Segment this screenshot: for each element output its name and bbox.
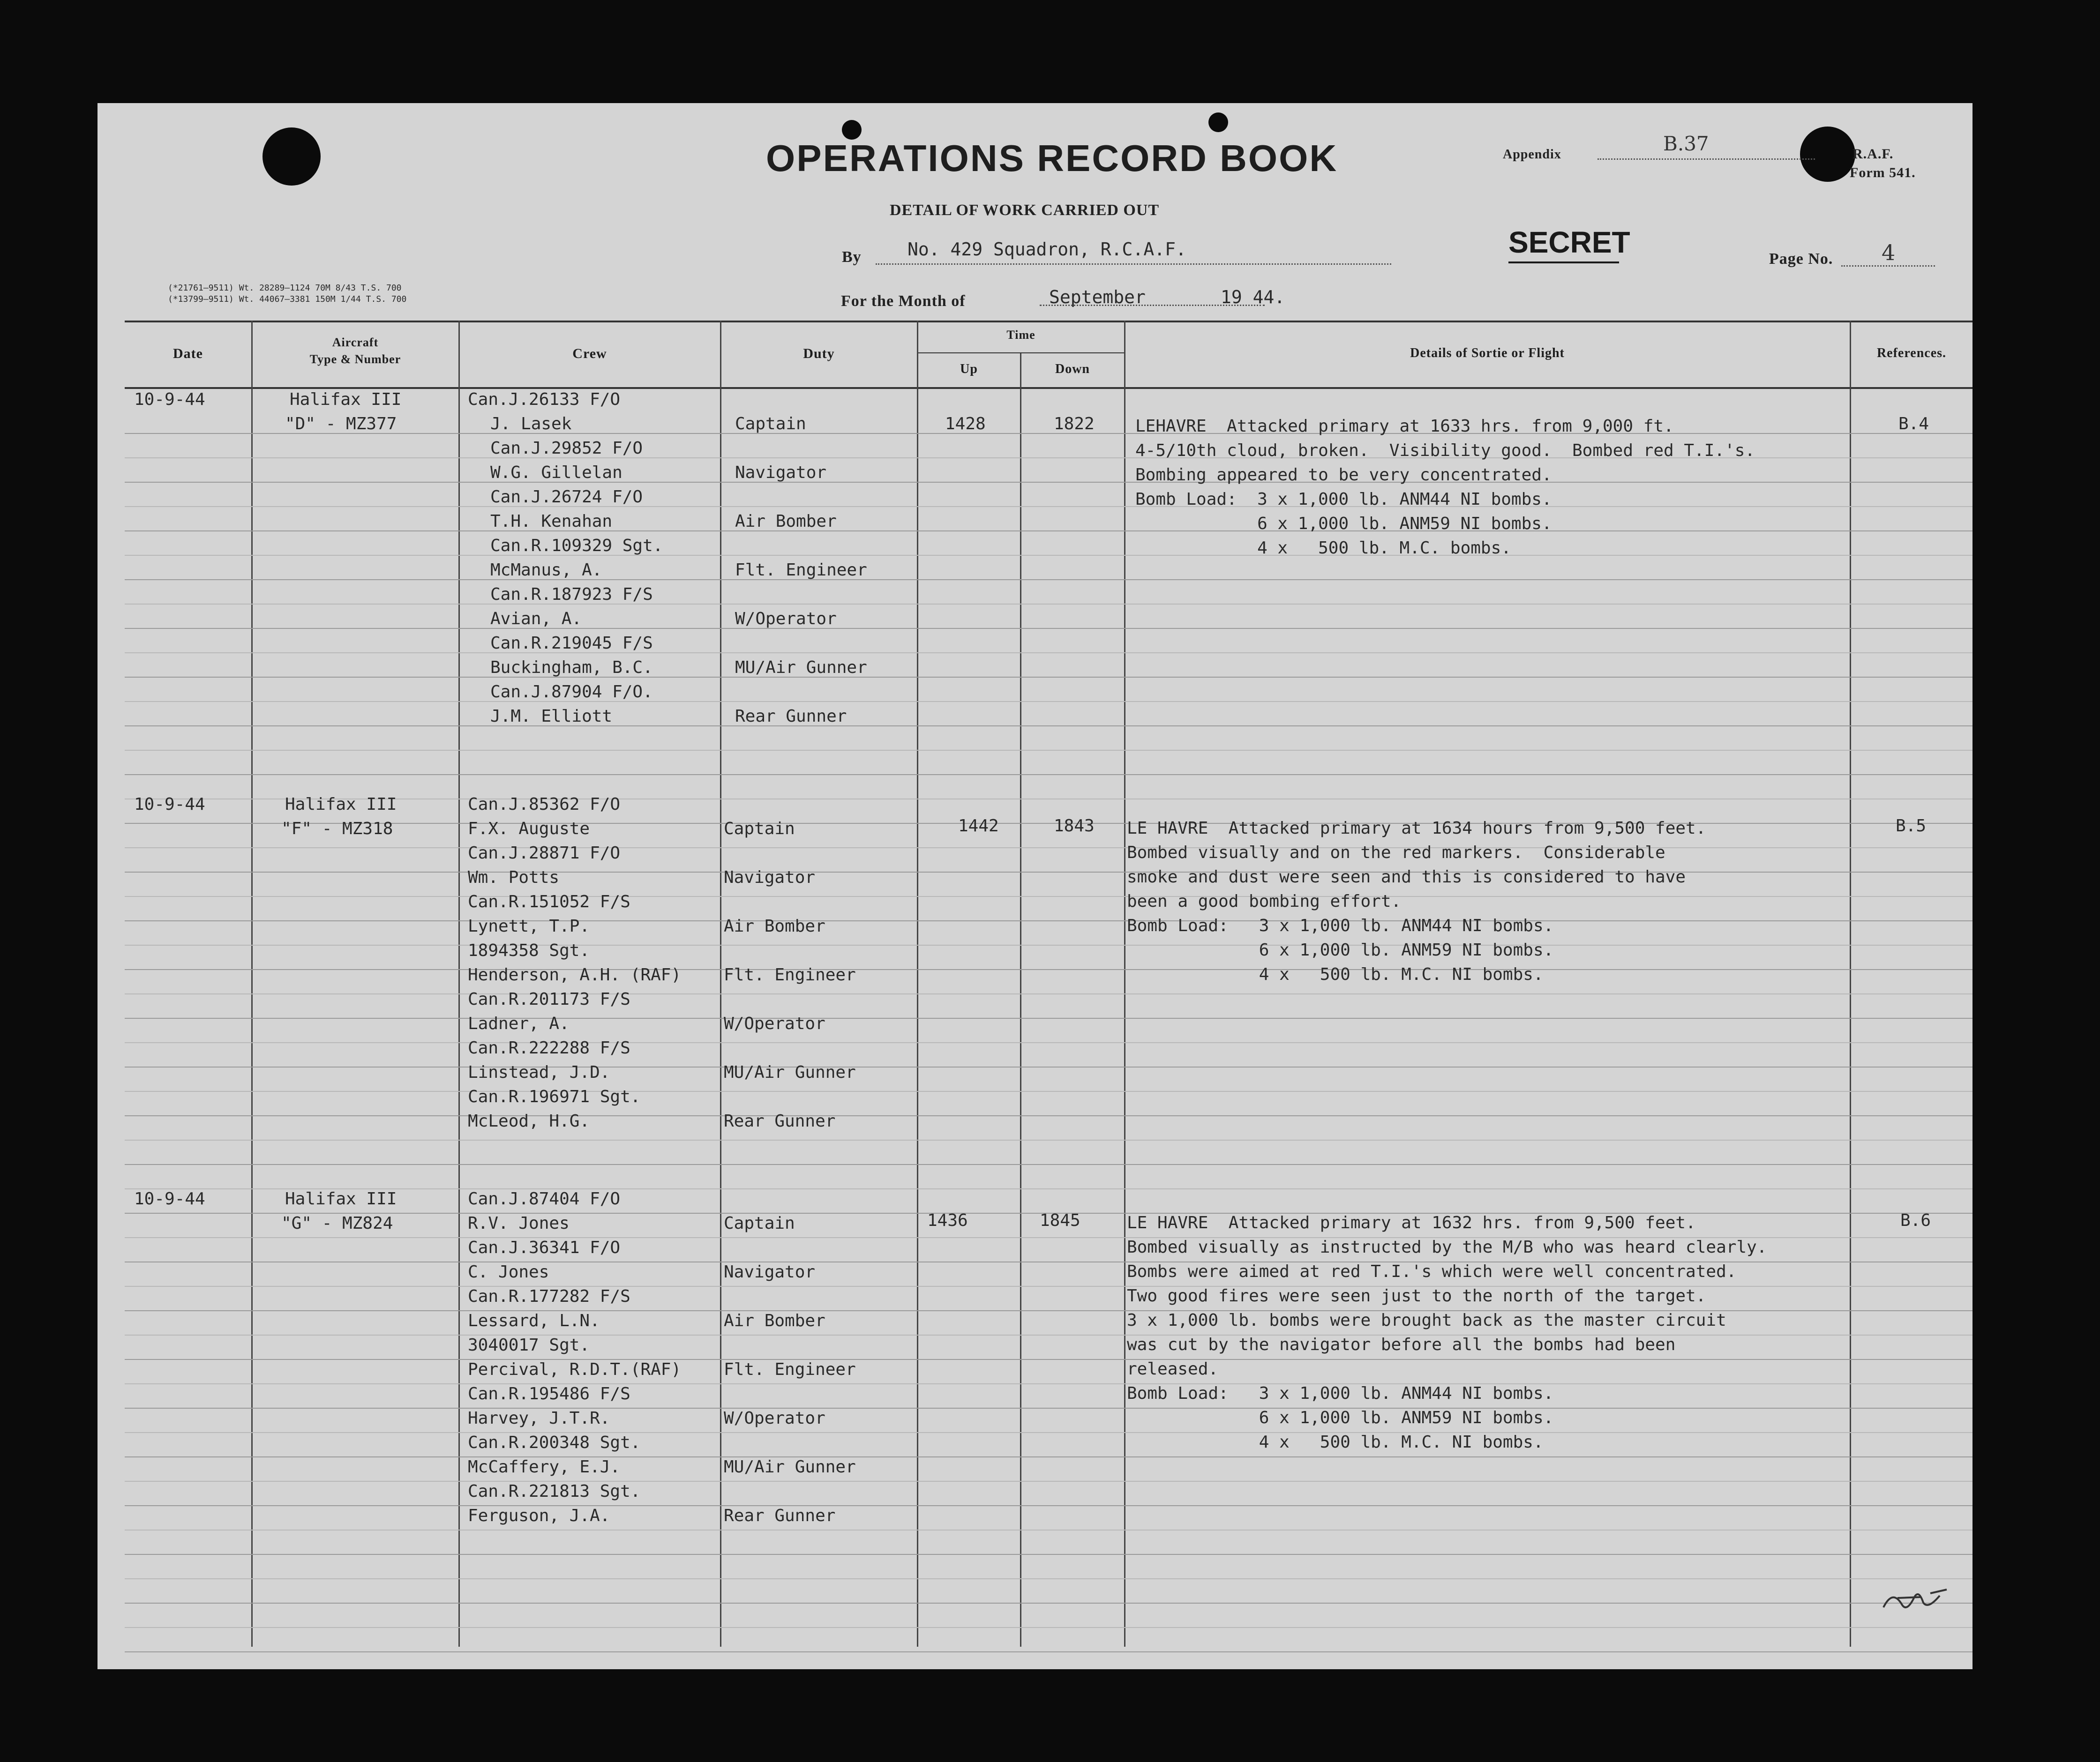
crew-line: Avian, A. xyxy=(490,609,582,628)
time-up: 1436 xyxy=(927,1211,968,1230)
ruled-line xyxy=(125,579,1972,580)
crew-line: Can.R.222288 F/S xyxy=(468,1038,630,1058)
time-down: 1845 xyxy=(1040,1211,1080,1230)
ruled-line xyxy=(125,1115,1972,1116)
crew-line: Lessard, L.N. xyxy=(468,1311,600,1330)
raf-label: R.A.F. xyxy=(1852,146,1894,162)
detail-line: 4 x 500 lb. M.C. NI bombs. xyxy=(1127,965,1544,984)
ruled-line xyxy=(125,1627,1972,1628)
ruled-line xyxy=(125,1091,1972,1092)
secret-stamp: SECRET xyxy=(1508,225,1630,259)
month-value: September xyxy=(1049,287,1146,307)
ruled-line xyxy=(125,1554,1972,1555)
crew-line: J. Lasek xyxy=(490,414,572,433)
duty-label: Air Bomber xyxy=(735,512,837,531)
by-label: By xyxy=(842,248,862,266)
col-divider-details xyxy=(1850,321,1851,1647)
crew-line: Lynett, T.P. xyxy=(468,917,590,936)
col-header-references: References. xyxy=(1876,346,1947,360)
crew-line: T.H. Kenahan xyxy=(490,512,613,531)
aircraft-number: "D" - MZ377 xyxy=(285,414,397,433)
ruled-line xyxy=(125,555,1972,556)
detail-line: LE HAVRE Attacked primary at 1632 hrs. from 9,500 feet. xyxy=(1127,1213,1696,1232)
crew-line: McLeod, H.G. xyxy=(468,1112,590,1131)
time-up: 1442 xyxy=(958,816,999,836)
ruled-line xyxy=(125,920,1972,921)
month-fill-line xyxy=(1040,304,1265,306)
detail-line: 3 x 1,000 lb. bombs were brought back as the master circuit xyxy=(1127,1311,1726,1330)
detail-line: 6 x 1,000 lb. ANM59 NI bombs. xyxy=(1127,941,1554,960)
reference-code: B.4 xyxy=(1898,414,1929,433)
ruled-line xyxy=(125,1067,1972,1068)
detail-line: was cut by the navigator before all the bombs had been xyxy=(1127,1335,1676,1354)
ruled-line xyxy=(125,969,1972,970)
crew-line: Can.R.196971 Sgt. xyxy=(468,1087,641,1106)
ruled-line xyxy=(125,1359,1972,1360)
col-divider-crew xyxy=(720,321,721,1647)
detail-line: been a good bombing effort. xyxy=(1127,892,1402,911)
duty-label: Flt. Engineer xyxy=(724,1360,856,1379)
duty-label: Captain xyxy=(724,1214,795,1233)
appendix-label: Appendix xyxy=(1503,147,1561,162)
by-fill-line xyxy=(876,262,1391,265)
ruled-line xyxy=(125,628,1972,629)
detail-line: Bombed visually and on the red markers. Considerable xyxy=(1127,843,1665,862)
crew-line: Can.J.85362 F/O xyxy=(468,795,621,814)
ruled-line xyxy=(125,530,1972,531)
crew-line: Can.R.177282 F/S xyxy=(468,1287,630,1306)
aircraft-number: "F" - MZ318 xyxy=(281,819,393,838)
sortie-date: 10-9-44 xyxy=(134,795,205,814)
ruled-line xyxy=(125,1408,1972,1409)
duty-label: W/Operator xyxy=(724,1014,825,1033)
ruled-line xyxy=(125,725,1972,726)
ruled-line xyxy=(125,1164,1972,1165)
crew-line: McCaffery, E.J. xyxy=(468,1457,621,1477)
aircraft-type: Halifax III xyxy=(285,795,397,814)
crew-line: Can.J.36341 F/O xyxy=(468,1238,621,1257)
ruled-line xyxy=(125,433,1972,434)
form-label: Form 541. xyxy=(1850,165,1916,180)
ruled-line xyxy=(125,1530,1972,1531)
ruled-line xyxy=(125,1335,1972,1336)
detail-line: 6 x 1,000 lb. ANM59 NI bombs. xyxy=(1135,514,1552,533)
appendix-value: B.37 xyxy=(1663,132,1709,155)
ruled-line xyxy=(125,945,1972,946)
page-title: OPERATIONS RECORD BOOK xyxy=(766,137,1338,179)
ruled-line xyxy=(125,1603,1972,1604)
duty-label: MU/Air Gunner xyxy=(724,1457,856,1477)
sortie-date: 10-9-44 xyxy=(134,390,205,409)
duty-label: W/Operator xyxy=(735,609,837,628)
detail-line: Bomb Load: 3 x 1,000 lb. ANM44 NI bombs. xyxy=(1127,916,1554,935)
detail-line: smoke and dust were seen and this is considered to have xyxy=(1127,867,1686,887)
detail-line: Bombs were aimed at red T.I.'s which were well concentrated. xyxy=(1127,1262,1737,1281)
duty-label: Air Bomber xyxy=(724,1311,825,1330)
col-header-down: Down xyxy=(1055,362,1090,376)
ruled-line xyxy=(125,1018,1972,1019)
col-divider-duty xyxy=(917,321,918,1647)
detail-line: released. xyxy=(1127,1359,1219,1379)
duty-label: Navigator xyxy=(724,868,816,887)
duty-label: Flt. Engineer xyxy=(735,560,867,580)
crew-line: Can.R.200348 Sgt. xyxy=(468,1433,641,1452)
detail-line: Bomb Load: 3 x 1,000 lb. ANM44 NI bombs. xyxy=(1127,1384,1554,1403)
crew-line: Ferguson, J.A. xyxy=(468,1506,610,1525)
crew-line: Harvey, J.T.R. xyxy=(468,1409,610,1428)
crew-line: Can.J.87904 F/O. xyxy=(490,682,653,702)
col-header-time: Time xyxy=(1006,328,1035,342)
col-header-date: Date xyxy=(173,346,203,361)
punch-hole-left xyxy=(262,127,321,186)
detail-line: Bombed visually as instructed by the M/B who was heard clearly. xyxy=(1127,1238,1767,1257)
col-header-duty: Duty xyxy=(803,346,835,361)
col-header-aircraft-sub: Type & Number xyxy=(309,352,401,366)
ruled-line xyxy=(125,677,1972,678)
crew-line: C. Jones xyxy=(468,1262,549,1282)
ruled-line xyxy=(125,1140,1972,1141)
duty-label: Navigator xyxy=(724,1262,816,1282)
ruled-line xyxy=(125,604,1972,605)
ruled-line xyxy=(125,1481,1972,1482)
detail-line: LE HAVRE Attacked primary at 1634 hours from 9,500 feet. xyxy=(1127,819,1706,838)
crew-line: Can.R.195486 F/S xyxy=(468,1384,630,1404)
crew-line: Can.R.201173 F/S xyxy=(468,990,630,1009)
duty-label: MU/Air Gunner xyxy=(724,1063,856,1082)
crew-line: Ladner, A. xyxy=(468,1014,570,1033)
crew-line: Can.J.28871 F/O xyxy=(468,844,621,863)
sortie-date: 10-9-44 xyxy=(134,1189,205,1209)
col-header-crew: Crew xyxy=(572,346,607,361)
header-bottom-border xyxy=(125,387,1972,389)
crew-line: Can.J.29852 F/O xyxy=(490,439,643,458)
crew-line: J.M. Elliott xyxy=(490,707,613,726)
page-number-label: Page No. xyxy=(1769,250,1833,268)
time-up: 1428 xyxy=(945,414,986,433)
ruled-line xyxy=(125,1505,1972,1506)
time-down: 1843 xyxy=(1054,816,1095,836)
secret-underline xyxy=(1508,261,1619,263)
crew-line: Buckingham, B.C. xyxy=(490,658,653,677)
ruled-line xyxy=(125,1042,1972,1043)
duty-label: Captain xyxy=(735,414,806,433)
col-header-details: Details of Sortie or Flight xyxy=(1410,346,1565,360)
crew-line: Can.R.187923 F/S xyxy=(490,585,653,604)
record-sheet xyxy=(98,103,1972,1669)
detail-line: 4 x 500 lb. M.C. bombs. xyxy=(1135,538,1511,558)
crew-line: 1894358 Sgt. xyxy=(468,941,590,960)
detail-line: Bombing appeared to be very concentrated. xyxy=(1135,465,1552,485)
ruled-line xyxy=(125,993,1972,994)
duty-label: Rear Gunner xyxy=(724,1112,836,1131)
reference-code: B.5 xyxy=(1896,816,1927,836)
crew-line: Can.J.87404 F/O xyxy=(468,1189,621,1209)
ruled-line xyxy=(125,701,1972,702)
crew-line: 3040017 Sgt. xyxy=(468,1336,590,1355)
ruled-line xyxy=(125,1456,1972,1457)
page-fill-line xyxy=(1841,264,1935,267)
ruled-line xyxy=(125,750,1972,751)
aircraft-number: "G" - MZ824 xyxy=(281,1214,393,1233)
duty-label: Flt. Engineer xyxy=(724,965,856,985)
crew-line: Can.R.109329 Sgt. xyxy=(490,536,663,555)
appendix-fill-line xyxy=(1598,157,1815,160)
detail-line: Two good fires were seen just to the north of the target. xyxy=(1127,1286,1706,1306)
ruled-line xyxy=(125,482,1972,483)
crew-line: McManus, A. xyxy=(490,560,602,580)
duty-label: MU/Air Gunner xyxy=(735,658,867,677)
detail-line: LEHAVRE Attacked primary at 1633 hrs. from 9,000 ft. xyxy=(1135,417,1674,436)
ruled-line xyxy=(125,1651,1972,1652)
crew-line: Linstead, J.D. xyxy=(468,1063,610,1082)
crew-line: W.G. Gillelan xyxy=(490,463,622,482)
duty-label: Rear Gunner xyxy=(724,1506,836,1525)
detail-line: 6 x 1,000 lb. ANM59 NI bombs. xyxy=(1127,1408,1554,1427)
ruled-line xyxy=(125,896,1972,897)
initials-signature-mark xyxy=(1879,1579,1954,1617)
ruled-line xyxy=(125,652,1972,653)
print-code-2: (*13799—9511) Wt. 44067—3381 150M 1/44 T.S. 700 xyxy=(168,294,407,304)
col-header-aircraft: Aircraft xyxy=(332,336,379,349)
ruled-line xyxy=(125,506,1972,507)
detail-line: 4 x 500 lb. M.C. NI bombs. xyxy=(1127,1433,1544,1452)
col-divider-time xyxy=(1020,353,1021,1647)
ruled-line xyxy=(125,847,1972,848)
col-divider-date xyxy=(251,321,253,1647)
ruled-line xyxy=(125,1188,1972,1189)
ruled-line xyxy=(125,1578,1972,1579)
detail-line: 4-5/10th cloud, broken. Visibility good. Bombed red T.I.'s. xyxy=(1135,441,1755,460)
crew-line: Can.R.221813 Sgt. xyxy=(468,1482,641,1501)
crew-line: Percival, R.D.T.(RAF) xyxy=(468,1360,682,1379)
ruled-line xyxy=(125,872,1972,873)
crew-line: Can.R.151052 F/S xyxy=(468,892,630,911)
print-code-1: (*21761—9511) Wt. 28289—1124 70M 8/43 T.S. 700 xyxy=(168,283,402,293)
crew-line: Can.R.219045 F/S xyxy=(490,634,653,653)
duty-label: Rear Gunner xyxy=(735,707,847,726)
crew-line: Can.J.26724 F/O xyxy=(490,487,643,507)
squadron-value: No. 429 Squadron, R.C.A.F. xyxy=(908,239,1186,260)
duty-label: W/Operator xyxy=(724,1409,825,1428)
detail-line: Bomb Load: 3 x 1,000 lb. ANM44 NI bombs. xyxy=(1135,490,1552,509)
punch-hole-right xyxy=(1800,127,1855,182)
year-value: 19 44. xyxy=(1221,287,1285,307)
crew-line: Henderson, A.H. (RAF) xyxy=(468,965,682,985)
crew-line: Can.J.26133 F/O xyxy=(468,390,621,409)
crew-line: R.V. Jones xyxy=(468,1214,570,1233)
ruled-line xyxy=(125,774,1972,775)
punch-hole-dot-2 xyxy=(1208,112,1228,132)
time-down: 1822 xyxy=(1054,414,1095,433)
ruled-line xyxy=(125,1383,1972,1384)
duty-label: Air Bomber xyxy=(724,917,825,936)
table-top-border xyxy=(125,321,1972,322)
col-divider-down xyxy=(1124,321,1125,1647)
ruled-line xyxy=(125,1432,1972,1433)
crew-line: F.X. Auguste xyxy=(468,819,590,838)
col-header-up: Up xyxy=(960,362,978,376)
duty-label: Navigator xyxy=(735,463,827,482)
page-subtitle: DETAIL OF WORK CARRIED OUT xyxy=(890,202,1160,219)
col-divider-aircraft xyxy=(458,321,460,1647)
reference-code: B.6 xyxy=(1900,1211,1931,1230)
aircraft-type: Halifax III xyxy=(285,1189,397,1209)
crew-line: Wm. Potts xyxy=(468,868,560,887)
aircraft-type: Halifax III xyxy=(290,390,402,409)
page-number-value: 4 xyxy=(1882,240,1896,265)
month-label: For the Month of xyxy=(841,292,966,310)
duty-label: Captain xyxy=(724,819,795,838)
